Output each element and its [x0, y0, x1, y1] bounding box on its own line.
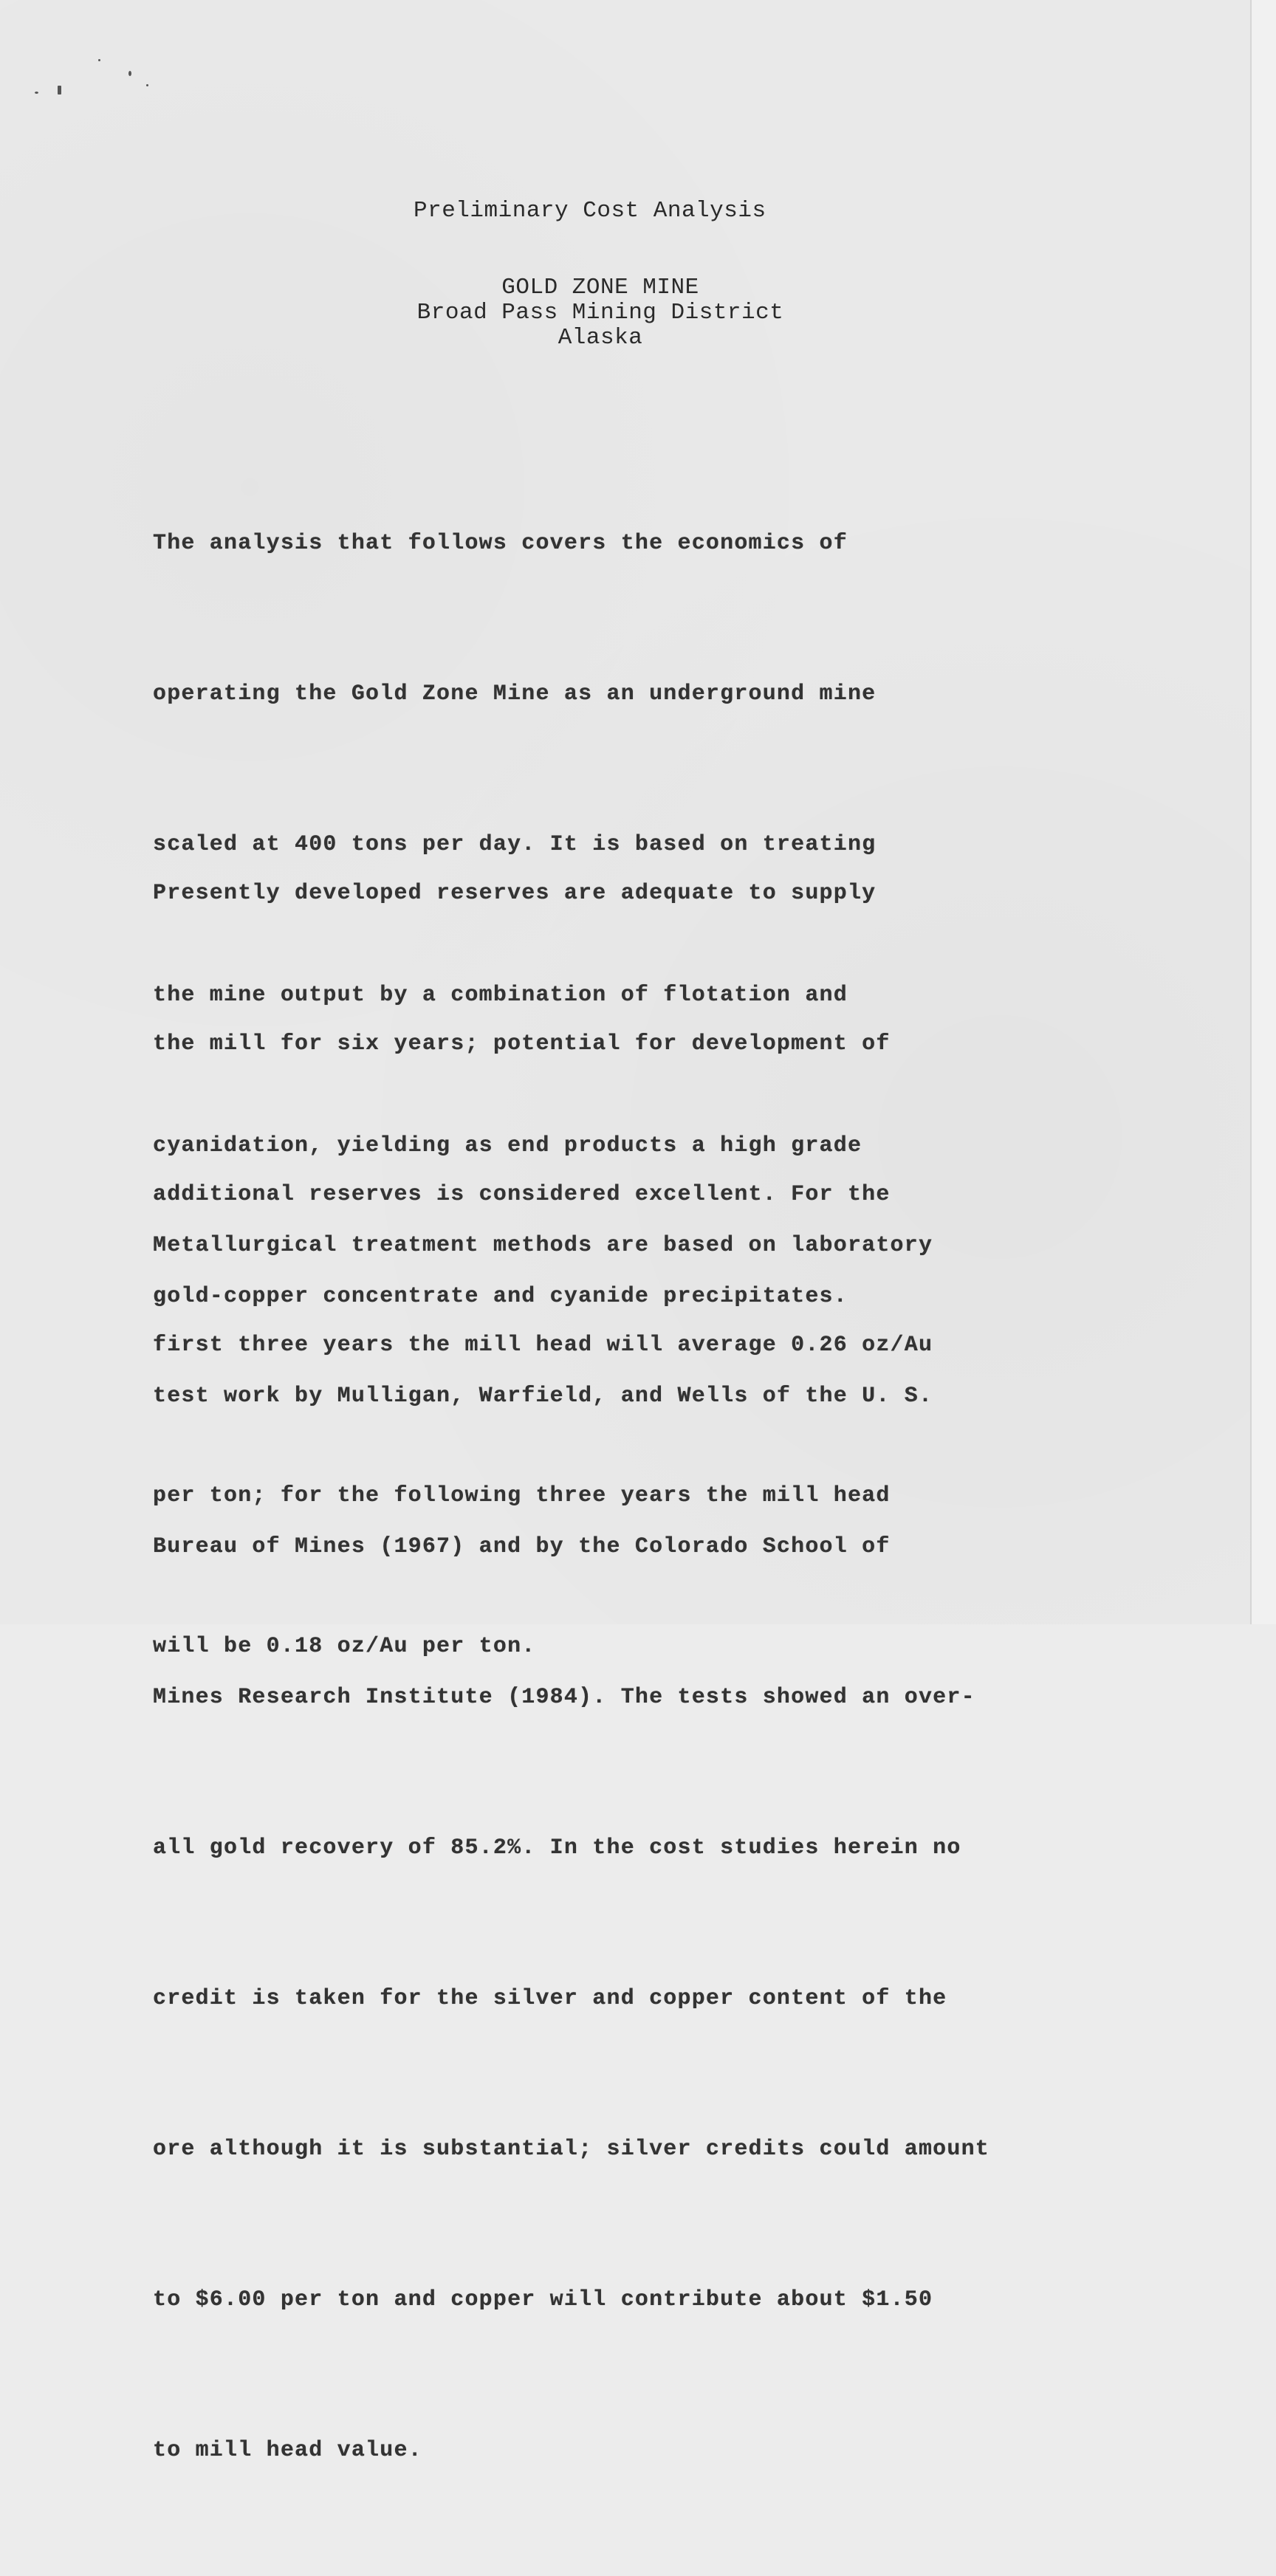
- scan-speck: [58, 86, 61, 95]
- scan-speck: [128, 71, 131, 76]
- paragraph-line: the mine output by a combination of flotation and: [153, 983, 848, 1008]
- paragraph-line: will be 0.18 oz/Au per ton.: [153, 1634, 536, 1659]
- paragraph-line: per ton; for the following three years the mill head: [153, 1483, 891, 1508]
- paragraph-line: to $6.00 per ton and copper will contribute about $1.50: [153, 2287, 933, 2312]
- mine-name-heading: GOLD ZONE MINE: [501, 275, 699, 300]
- location-heading: Alaska: [558, 325, 643, 351]
- scanner-background-edge: [1252, 0, 1276, 1624]
- paragraph-line: Presently developed reserves are adequate to supply: [153, 881, 877, 906]
- paragraph-line: cyanidation, yielding as end products a high grade: [153, 1133, 862, 1158]
- paragraph-line: credit is taken for the silver and copper content of the: [153, 1986, 947, 2011]
- paragraph-line: first three years the mill head will average 0.26 oz/Au: [153, 1333, 933, 1358]
- paragraph-line: additional reserves is considered excellent. For the: [153, 1182, 891, 1207]
- scan-speck: [146, 84, 148, 86]
- paragraph-line: The analysis that follows covers the economics of: [153, 531, 848, 556]
- paragraph-line: Mines Research Institute (1984). The tests showed an over-: [153, 1685, 975, 1710]
- scan-speck: [98, 59, 100, 61]
- district-heading: Broad Pass Mining District: [416, 300, 784, 326]
- paragraph-line: gold-copper concentrate and cyanide precipitates.: [153, 1284, 848, 1309]
- document-title: Preliminary Cost Analysis: [414, 198, 766, 224]
- paragraph-line: the mill for six years; potential for development of: [153, 1031, 891, 1057]
- paragraph-line: to mill head value.: [153, 2438, 422, 2463]
- paragraph-metallurgy: [153, 1120, 989, 2576]
- paragraph-line: test work by Mulligan, Warfield, and Wells of the U. S.: [153, 1384, 933, 1409]
- paragraph-line: scaled at 400 tons per day. It is based on treating: [153, 832, 877, 857]
- paragraph-line: ore although it is substantial; silver credits could amount: [153, 2137, 989, 2162]
- paragraph-line: Bureau of Mines (1967) and by the Colorado School of: [153, 1534, 891, 1559]
- scan-speck: [35, 92, 38, 94]
- paragraph-line: operating the Gold Zone Mine as an underground mine: [153, 681, 877, 707]
- paragraph-line: all gold recovery of 85.2%. In the cost studies herein no: [153, 1835, 961, 1861]
- paragraph-line: Metallurgical treatment methods are based on laboratory: [153, 1233, 933, 1258]
